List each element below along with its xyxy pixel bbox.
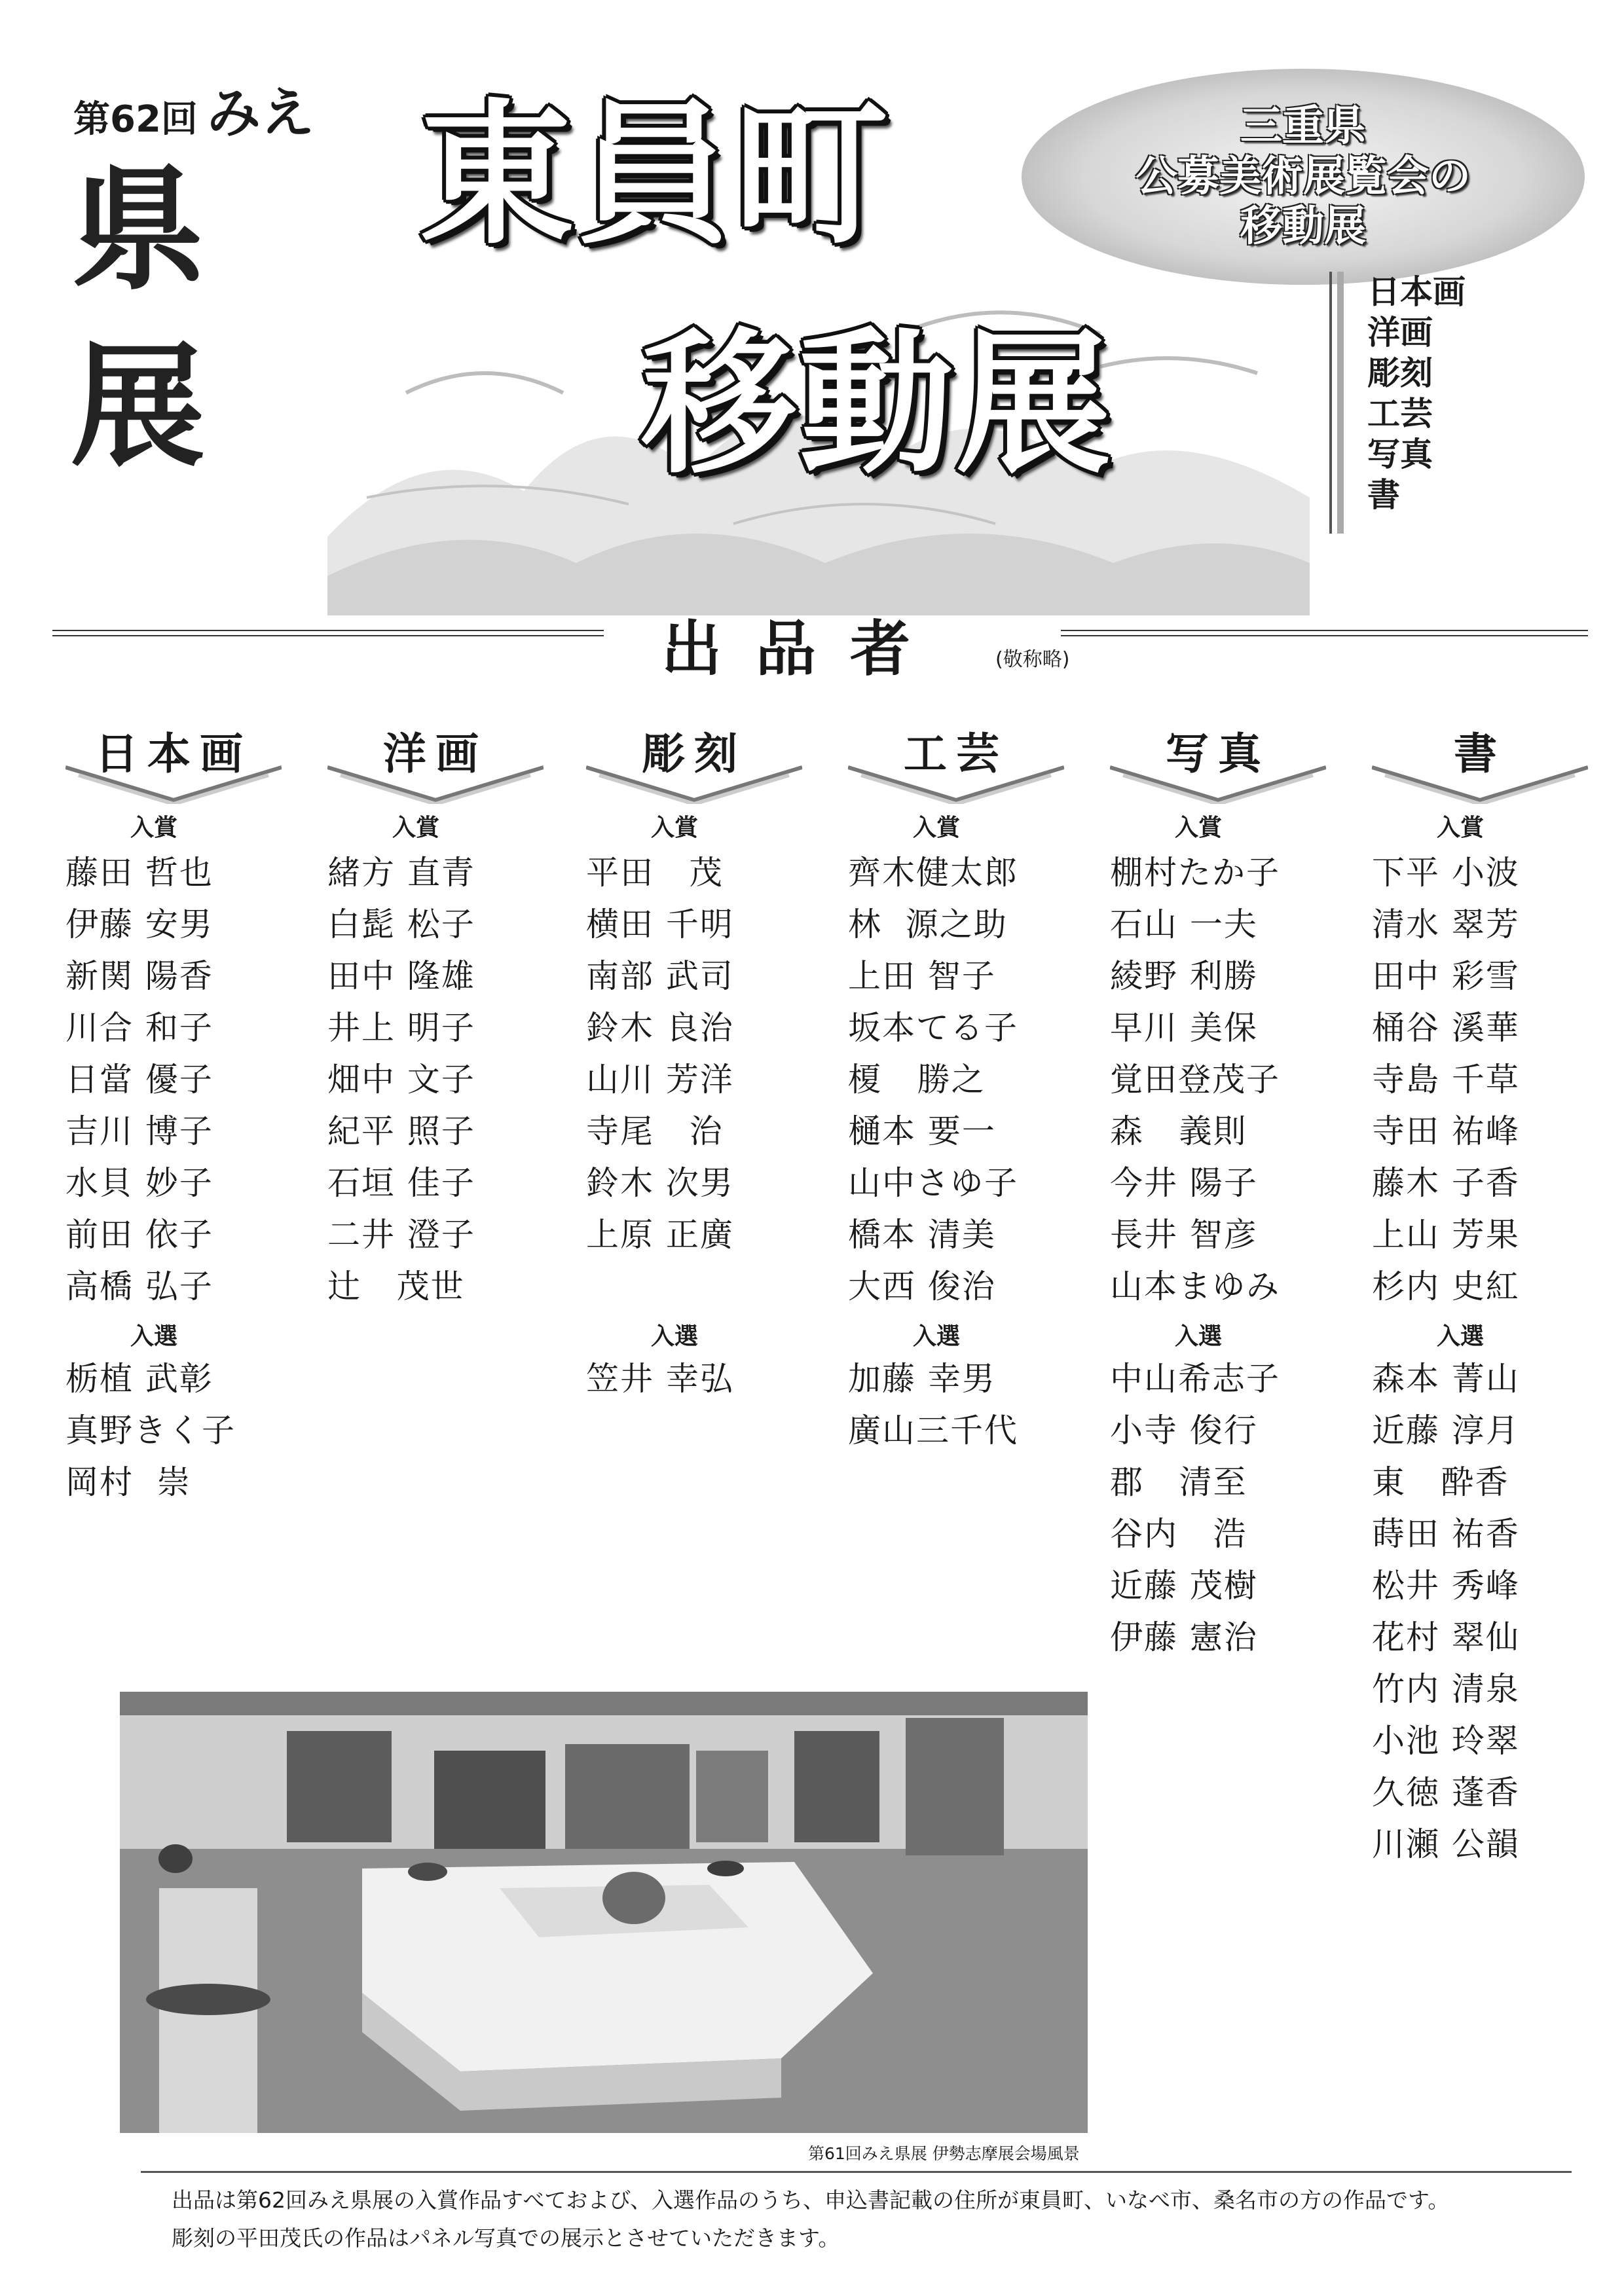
column-shashin bbox=[1110, 712, 1352, 1664]
photo-caption: 第61回みえ県展 伊勢志摩展会場風景 bbox=[808, 2144, 1080, 2163]
name-item: 森本 菁山 bbox=[1372, 1360, 1520, 1398]
column-header bbox=[1372, 712, 1588, 804]
name-item: 東 酔香 bbox=[1372, 1463, 1509, 1501]
name-item: 長井 智彦 bbox=[1110, 1216, 1258, 1254]
name-item: 田中 隆雄 bbox=[327, 957, 475, 995]
nyusen-list bbox=[586, 1353, 828, 1405]
column-yoga bbox=[327, 712, 570, 1313]
name-item: 辻 茂世 bbox=[327, 1267, 465, 1305]
name-item: 井上 明子 bbox=[327, 1009, 475, 1047]
name-item: 鈴木 良治 bbox=[586, 1009, 734, 1047]
ken-char: 県 bbox=[71, 153, 205, 308]
category-item: 書 bbox=[1367, 476, 1400, 514]
name-item: 綾野 利勝 bbox=[1110, 957, 1258, 995]
name-item: 杉内 史紅 bbox=[1372, 1267, 1520, 1305]
column-header bbox=[848, 712, 1064, 804]
section-rule-right bbox=[1061, 630, 1588, 636]
name-item: 石山 一夫 bbox=[1110, 905, 1258, 943]
name-item: 上原 正廣 bbox=[586, 1216, 734, 1254]
name-item: 中山希志子 bbox=[1110, 1360, 1280, 1398]
nyusen-label: 入選 bbox=[1436, 1322, 1484, 1350]
nyusho-list bbox=[848, 847, 1090, 1313]
footer-note-2: 彫刻の平田茂氏の作品はパネル写真での展示とさせていただきます。 bbox=[172, 2225, 840, 2251]
nyusen-label: 入選 bbox=[1174, 1322, 1222, 1350]
column-title: 工芸 bbox=[904, 728, 1008, 779]
nyusho-label: 入賞 bbox=[650, 814, 698, 841]
edition-number: 第62回 bbox=[73, 98, 198, 141]
nyusen-list bbox=[848, 1353, 1090, 1457]
name-item: 寺尾 治 bbox=[586, 1112, 724, 1150]
nyusen-label: 入選 bbox=[130, 1322, 177, 1350]
name-item: 紀平 照子 bbox=[327, 1112, 475, 1150]
name-item: 平田 茂 bbox=[586, 854, 724, 892]
name-item: 林 源之助 bbox=[848, 905, 1008, 943]
name-item: 横田 千明 bbox=[586, 905, 734, 943]
nyusho-label: 入賞 bbox=[1436, 814, 1484, 841]
column-header bbox=[586, 712, 802, 804]
title-town: 東員町 bbox=[419, 85, 891, 265]
name-item: 伊藤 憲治 bbox=[1110, 1618, 1258, 1656]
name-item: 新関 陽香 bbox=[65, 957, 213, 995]
column-nihonga bbox=[65, 712, 308, 1508]
name-item: 山本まゆみ bbox=[1110, 1267, 1280, 1305]
name-item: 寺田 祐峰 bbox=[1372, 1112, 1520, 1150]
column-header bbox=[1110, 712, 1326, 804]
name-item: 山中さゆ子 bbox=[848, 1164, 1018, 1202]
name-item: 高橋 弘子 bbox=[65, 1267, 213, 1305]
nyusen-list bbox=[1110, 1353, 1352, 1664]
column-title: 書 bbox=[1454, 728, 1506, 779]
category-item: 日本画 bbox=[1367, 273, 1466, 311]
edition-label bbox=[73, 71, 314, 147]
name-item: 覚田登茂子 bbox=[1110, 1061, 1280, 1099]
name-item: 棚村たか子 bbox=[1110, 854, 1280, 892]
category-list bbox=[1367, 272, 1466, 515]
column-title: 洋画 bbox=[383, 728, 488, 779]
nyusen-label: 入選 bbox=[650, 1322, 698, 1350]
divider-bar bbox=[1337, 272, 1344, 534]
nyusho-label: 入賞 bbox=[130, 814, 177, 841]
divider-bar bbox=[1329, 272, 1332, 534]
name-item: 橋本 清美 bbox=[848, 1216, 996, 1254]
section-rule-left bbox=[52, 630, 604, 636]
nyusen-label: 入選 bbox=[912, 1322, 960, 1350]
name-item: 田中 彩雪 bbox=[1372, 957, 1520, 995]
name-item: 寺島 千草 bbox=[1372, 1061, 1520, 1099]
name-item: 花村 翠仙 bbox=[1372, 1618, 1520, 1656]
column-title: 日本画 bbox=[95, 728, 252, 779]
category-item: 洋画 bbox=[1367, 314, 1433, 352]
nyusho-list bbox=[1372, 847, 1614, 1313]
column-sho bbox=[1372, 712, 1614, 1870]
nyusho-list bbox=[327, 847, 570, 1313]
name-item: 水貝 妙子 bbox=[65, 1164, 213, 1202]
footer-note-1: 出品は第62回みえ県展の入賞作品すべておよび、入選作品のうち、申込書記載の住所が東員町、いなべ市、桑名市の方の作品です。 bbox=[172, 2187, 1450, 2213]
category-item: 工芸 bbox=[1367, 395, 1433, 433]
name-item: 小寺 俊行 bbox=[1110, 1412, 1258, 1449]
subtitle-oval bbox=[1022, 69, 1585, 285]
nyusho-list bbox=[586, 847, 828, 1313]
name-item: 上山 芳果 bbox=[1372, 1216, 1520, 1254]
name-item: 白髭 松子 bbox=[327, 905, 475, 943]
name-item: 吉川 博子 bbox=[65, 1112, 213, 1150]
column-title: 写真 bbox=[1166, 728, 1270, 779]
oval-line-1: 三重県 bbox=[1240, 101, 1366, 151]
gallery-photo bbox=[120, 1692, 1088, 2133]
nyusho-list bbox=[1110, 847, 1352, 1313]
category-item: 彫刻 bbox=[1367, 354, 1433, 392]
title-exhibition: 移動展 bbox=[642, 314, 1114, 494]
section-title: 出品者 bbox=[661, 614, 945, 684]
name-placeholder bbox=[586, 1261, 828, 1313]
name-item: 南部 武司 bbox=[586, 957, 734, 995]
footer-rule bbox=[141, 2171, 1572, 2173]
name-item: 上田 智子 bbox=[848, 957, 996, 995]
column-header bbox=[65, 712, 282, 804]
name-item: 蒔田 祐香 bbox=[1372, 1515, 1520, 1553]
name-item: 榎 勝之 bbox=[848, 1061, 986, 1099]
name-item: 郡 清至 bbox=[1110, 1463, 1247, 1501]
name-item: 岡村 崇 bbox=[65, 1463, 191, 1501]
name-item: 今井 陽子 bbox=[1110, 1164, 1258, 1202]
name-item: 二井 澄子 bbox=[327, 1216, 475, 1254]
name-item: 前田 依子 bbox=[65, 1216, 213, 1254]
name-item: 真野きく子 bbox=[65, 1412, 236, 1449]
name-item: 清水 翠芳 bbox=[1372, 905, 1520, 943]
name-item: 川瀬 公韻 bbox=[1372, 1825, 1520, 1863]
name-item: 鈴木 次男 bbox=[586, 1164, 734, 1202]
name-item: 伊藤 安男 bbox=[65, 905, 213, 943]
nyusen-list bbox=[65, 1353, 308, 1508]
nyusho-list bbox=[65, 847, 308, 1313]
name-item: 齊木健太郎 bbox=[848, 854, 1018, 892]
name-item: 川合 和子 bbox=[65, 1009, 213, 1047]
name-item: 坂本てる子 bbox=[848, 1009, 1018, 1047]
name-item: 山川 芳洋 bbox=[586, 1061, 734, 1099]
name-item: 藤木 子香 bbox=[1372, 1164, 1520, 1202]
ten-char: 展 bbox=[71, 329, 205, 485]
oval-line-2: 公募美術展覧会の bbox=[1135, 152, 1471, 201]
name-item: 桶谷 溪華 bbox=[1372, 1009, 1520, 1047]
name-item: 笠井 幸弘 bbox=[586, 1360, 734, 1398]
category-item: 写真 bbox=[1367, 435, 1433, 473]
nyusho-label: 入賞 bbox=[392, 814, 439, 841]
honorific-note: (敬称略) bbox=[995, 648, 1070, 671]
name-item: 緒方 直青 bbox=[327, 854, 475, 892]
name-item: 谷内 浩 bbox=[1110, 1515, 1247, 1553]
nyusho-label: 入賞 bbox=[1174, 814, 1222, 841]
column-kogei bbox=[848, 712, 1090, 1457]
name-item: 加藤 幸男 bbox=[848, 1360, 996, 1398]
name-item: 石垣 佳子 bbox=[327, 1164, 475, 1202]
name-item: 日當 優子 bbox=[65, 1061, 213, 1099]
name-item: 大西 俊治 bbox=[848, 1267, 996, 1305]
name-item: 栃植 武彰 bbox=[65, 1360, 213, 1398]
column-chokoku bbox=[586, 712, 828, 1405]
name-item: 松井 秀峰 bbox=[1372, 1567, 1520, 1605]
nyusho-label: 入賞 bbox=[912, 814, 960, 841]
column-header bbox=[327, 712, 544, 804]
name-item: 森 義則 bbox=[1110, 1112, 1247, 1150]
name-item: 樋本 要一 bbox=[848, 1112, 996, 1150]
name-item: 近藤 茂樹 bbox=[1110, 1567, 1258, 1605]
column-title: 彫刻 bbox=[642, 728, 747, 779]
name-item: 廣山三千代 bbox=[848, 1412, 1018, 1449]
name-item: 久徳 蓬香 bbox=[1372, 1774, 1520, 1812]
oval-line-3: 移動展 bbox=[1240, 202, 1366, 251]
category-list-box bbox=[1329, 272, 1500, 534]
name-item: 早川 美保 bbox=[1110, 1009, 1258, 1047]
mie-label: みえ bbox=[206, 82, 314, 145]
name-item: 藤田 哲也 bbox=[65, 854, 213, 892]
name-item: 畑中 文子 bbox=[327, 1061, 475, 1099]
name-item: 近藤 淳月 bbox=[1372, 1412, 1520, 1449]
name-item: 下平 小波 bbox=[1372, 854, 1520, 892]
name-item: 小池 玲翠 bbox=[1372, 1722, 1520, 1760]
nyusen-list bbox=[1372, 1353, 1614, 1870]
name-item: 竹内 清泉 bbox=[1372, 1670, 1520, 1708]
